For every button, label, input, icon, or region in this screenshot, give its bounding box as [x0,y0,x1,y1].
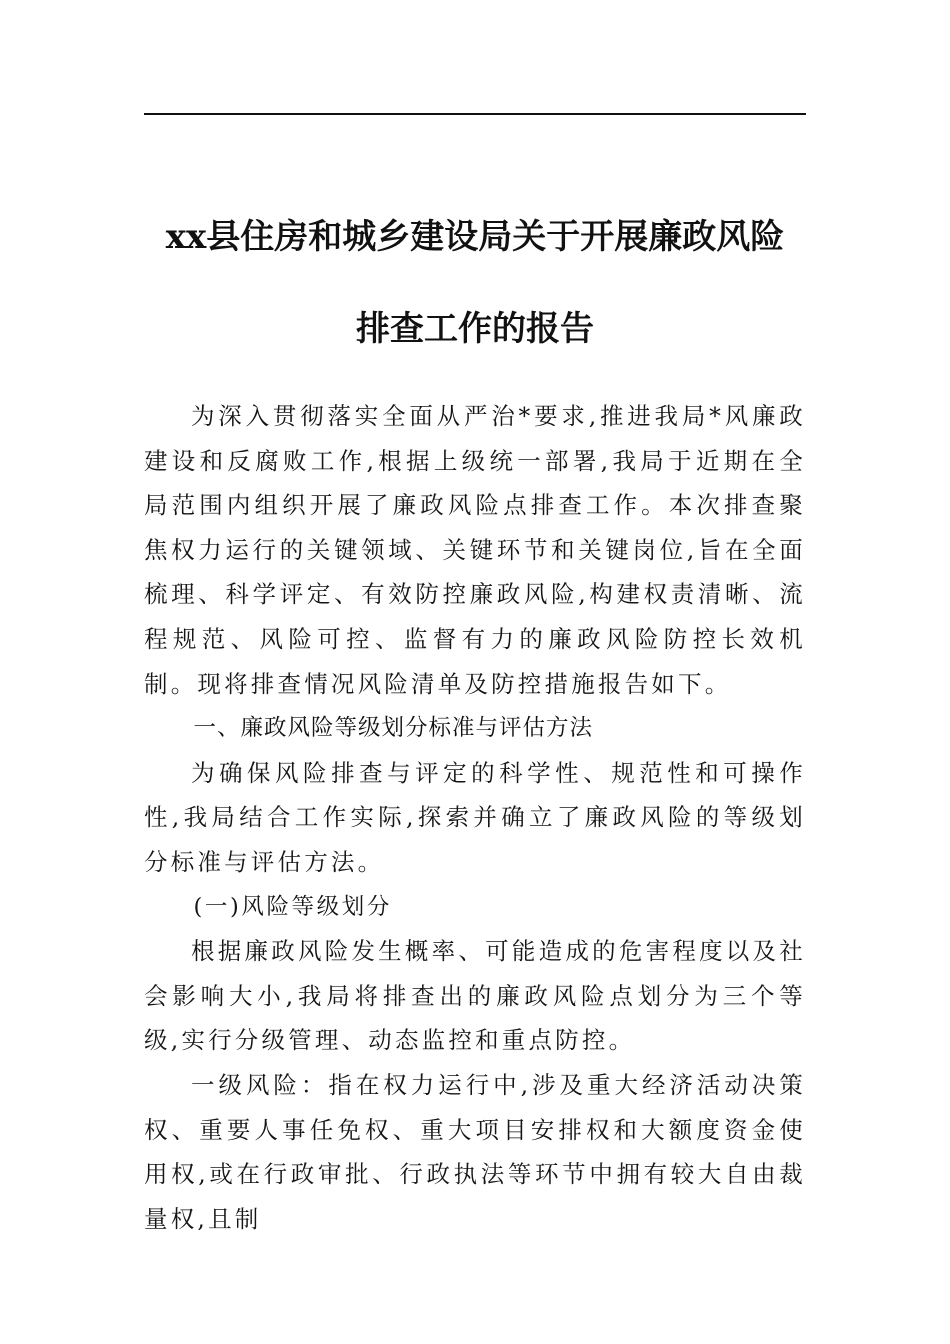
document-title [100,191,850,375]
section-1-paragraph: 为确保风险排查与评定的科学性、规范性和可操作性,我局结合工作实际,探索并确立了廉政风险的等级划分标准与评估方法。 [144,758,806,876]
risk-levels-paragraph: 根据廉政风险发生概率、可能造成的危害程度以及社会影响大小,我局将排查出的廉政风险点划分为三个等级,实行分级管理、动态监控和重点防控。 [144,937,806,1055]
document-title-line-1: xx县住房和城乡建设局关于开展廉政风险 [165,216,785,257]
intro-paragraph: 为深入贯彻落实全面从严治*要求,推进我局*风廉政建设和反腐败工作,根据上级统一部署,我局于近期在全局范围内组织开展了廉政风险点排查工作。本次排查聚焦权力运行的关键领域、关键环节和关键岗位,旨在全面梳理、科学评定、有效防控廉政风险,构建权责清晰、流程规范、风险可控、监督有力的廉政风险防控长效机制。现将排查情况风险清单及防控措施报告如下。 [144,402,806,698]
document-body [144,394,806,1241]
header-rule [144,113,806,115]
level-one-risk-paragraph: 一级风险：指在权力运行中,涉及重大经济活动决策权、重要人事任免权、重大项目安排权和大额度资金使用权,或在行政审批、行政执法等环节中拥有较大自由裁量权,且制 [144,1070,806,1233]
document-title-line-2: 排查工作的报告 [356,308,594,349]
subsection-heading-1: (一)风险等级划分 [193,893,392,920]
section-heading-1: 一、廉政风险等级划分标准与评估方法 [193,715,594,742]
